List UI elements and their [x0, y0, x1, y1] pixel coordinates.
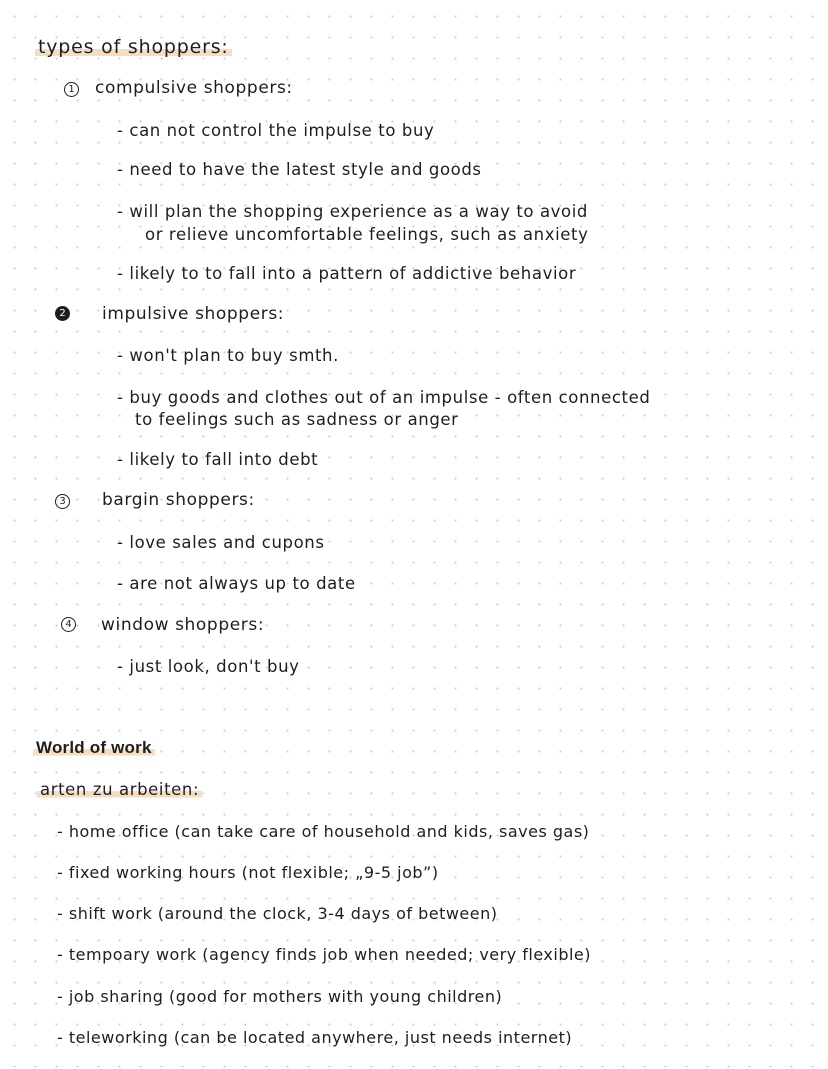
list-item: - just look, don't buy [117, 657, 300, 676]
section-number-1: 1 [64, 82, 79, 97]
list-item: - can not control the impulse to buy [117, 121, 435, 140]
work-item-shift-work: - shift work (around the clock, 3-4 days of between) [57, 904, 498, 923]
list-item: - likely to to fall into a pattern of addictive behavior [117, 264, 577, 283]
section-title-bargin: bargin shoppers: [102, 490, 255, 510]
list-item: - love sales and cupons [117, 533, 325, 552]
work-item-fixed-hours: - fixed working hours (not flexible; „9-5 job”) [57, 863, 439, 882]
section-number-4: 4 [61, 617, 76, 632]
list-item: - likely to fall into debt [117, 450, 319, 469]
page-title-text: types of shoppers: [35, 36, 232, 58]
work-subheading-text: arten zu arbeiten: [37, 780, 202, 799]
list-item: - are not always up to date [117, 574, 356, 593]
section-title-impulsive: impulsive shoppers: [102, 304, 285, 324]
list-item-continuation: or relieve uncomfortable feelings, such as anxiety [145, 225, 589, 244]
list-item: - need to have the latest style and goods [117, 160, 482, 179]
work-heading-text: World of work [33, 738, 155, 757]
section-number-3: 3 [55, 494, 70, 509]
list-item: - will plan the shopping experience as a way to avoid [117, 202, 588, 221]
list-item-continuation: to feelings such as sadness or anger [135, 410, 459, 429]
work-heading [33, 739, 155, 756]
list-item: - won't plan to buy smth. [117, 346, 339, 365]
list-item: - buy goods and clothes out of an impulse - often connected [117, 388, 651, 407]
page-title [35, 38, 232, 57]
work-subheading [37, 782, 202, 799]
work-item-temporary: - tempoary work (agency finds job when needed; very flexible) [57, 945, 592, 964]
work-item-job-sharing: - job sharing (good for mothers with young children) [57, 987, 503, 1006]
section-number-2: 2 [55, 306, 70, 321]
section-title-compulsive: compulsive shoppers: [95, 78, 293, 98]
work-item-home-office: - home office (can take care of household and kids, saves gas) [57, 822, 590, 841]
section-title-window: window shoppers: [101, 615, 265, 635]
work-item-teleworking: - teleworking (can be located anywhere, just needs internet) [57, 1028, 573, 1047]
